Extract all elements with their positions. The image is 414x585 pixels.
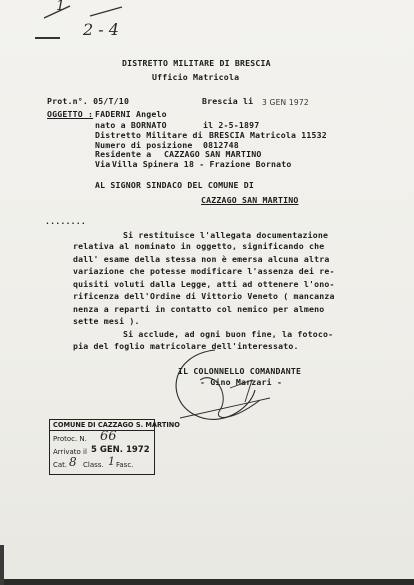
stamp-arrival-value: 5 GEN. 1972 bbox=[91, 445, 150, 455]
stamp-class-value: 1 bbox=[108, 455, 115, 468]
signature-title: IL COLONNELLO COMANDANTE bbox=[178, 366, 302, 376]
signature-name: - Gino Marzari - bbox=[200, 377, 283, 387]
handwritten-number-2: 2 - 4 bbox=[83, 20, 119, 39]
address-value: Villa Spinera 18 - Frazione Bornato bbox=[112, 159, 292, 169]
body-line: Si restituisce l'allegata documentazione bbox=[123, 230, 329, 240]
stamp-header: COMUNE DI CAZZAGO S. MARTINO bbox=[53, 421, 180, 429]
body-line: dall' esame della stessa non è emersa alcuna altra bbox=[73, 254, 330, 264]
birth-place: nato a BORNATO bbox=[95, 120, 167, 130]
stamp-class-label: Class. bbox=[83, 461, 104, 469]
protocol-number: Prot.n°. 05/T/10 bbox=[47, 96, 130, 106]
body-line: pia del foglio matricolare dell'interessato. bbox=[73, 341, 299, 351]
body-line: sette mesi ). bbox=[73, 316, 140, 326]
stamp-prot-label: Protoc. N. bbox=[53, 435, 87, 443]
separator-dots: ........ bbox=[45, 216, 87, 226]
stamp-cat-value: 8 bbox=[69, 455, 77, 469]
office-title: DISTRETTO MILITARE DI BRESCIA bbox=[122, 58, 271, 68]
stamp-prot-value: 66 bbox=[100, 429, 117, 444]
stamp-arrival-label: Arrivato il bbox=[53, 448, 87, 456]
body-line: nenza a reparti in contatto col nemico per almeno bbox=[73, 304, 325, 314]
address-label: Via bbox=[95, 159, 111, 169]
body-line: rificenza dell'Ordine di Vittorio Veneto ( mancanza bbox=[73, 291, 335, 301]
body-line: relativa al nominato in oggetto, significando che bbox=[73, 241, 325, 251]
handwritten-number-1: 1 bbox=[56, 0, 65, 14]
subject-name: FADERNI Angelo bbox=[95, 109, 167, 119]
stamp-fasc-label: Fasc. bbox=[116, 461, 134, 469]
matricola: Matricola 11532 bbox=[250, 130, 327, 140]
subject-label: OGGETTO : bbox=[47, 109, 94, 119]
date-stamp: 3 GEN 1972 bbox=[262, 98, 309, 107]
body-line: variazione che potesse modificare l'assenza dei re- bbox=[73, 266, 335, 276]
addressee-line-1: AL SIGNOR SINDACO DEL COMUNE DI bbox=[95, 180, 255, 190]
scan-edge bbox=[0, 579, 414, 585]
residence-label: Residente a bbox=[95, 149, 152, 159]
place-date: Brescia li bbox=[202, 96, 254, 106]
stamp-cat-label: Cat. bbox=[53, 461, 68, 469]
district-label: Distretto Militare di bbox=[95, 130, 203, 140]
birth-date: il 2-5-1897 bbox=[203, 120, 260, 130]
body-line: quisiti voluti dalla Legge, atti ad ottenere l'ono- bbox=[73, 279, 335, 289]
scan-corner bbox=[0, 545, 4, 585]
position-label: Numero di posizione bbox=[95, 140, 193, 150]
body-line: Si acclude, ad ogni buon fine, la fotoco- bbox=[123, 329, 334, 339]
protocol-stamp bbox=[49, 419, 180, 475]
district-value: BRESCIA bbox=[209, 130, 245, 140]
position-value: 0812748 bbox=[203, 140, 239, 150]
residence-value: CAZZAGO SAN MARTINO bbox=[164, 149, 262, 159]
office-subtitle: Ufficio Matricola bbox=[152, 72, 240, 82]
addressee-line-2: CAZZAGO SAN MARTINO bbox=[201, 195, 299, 205]
